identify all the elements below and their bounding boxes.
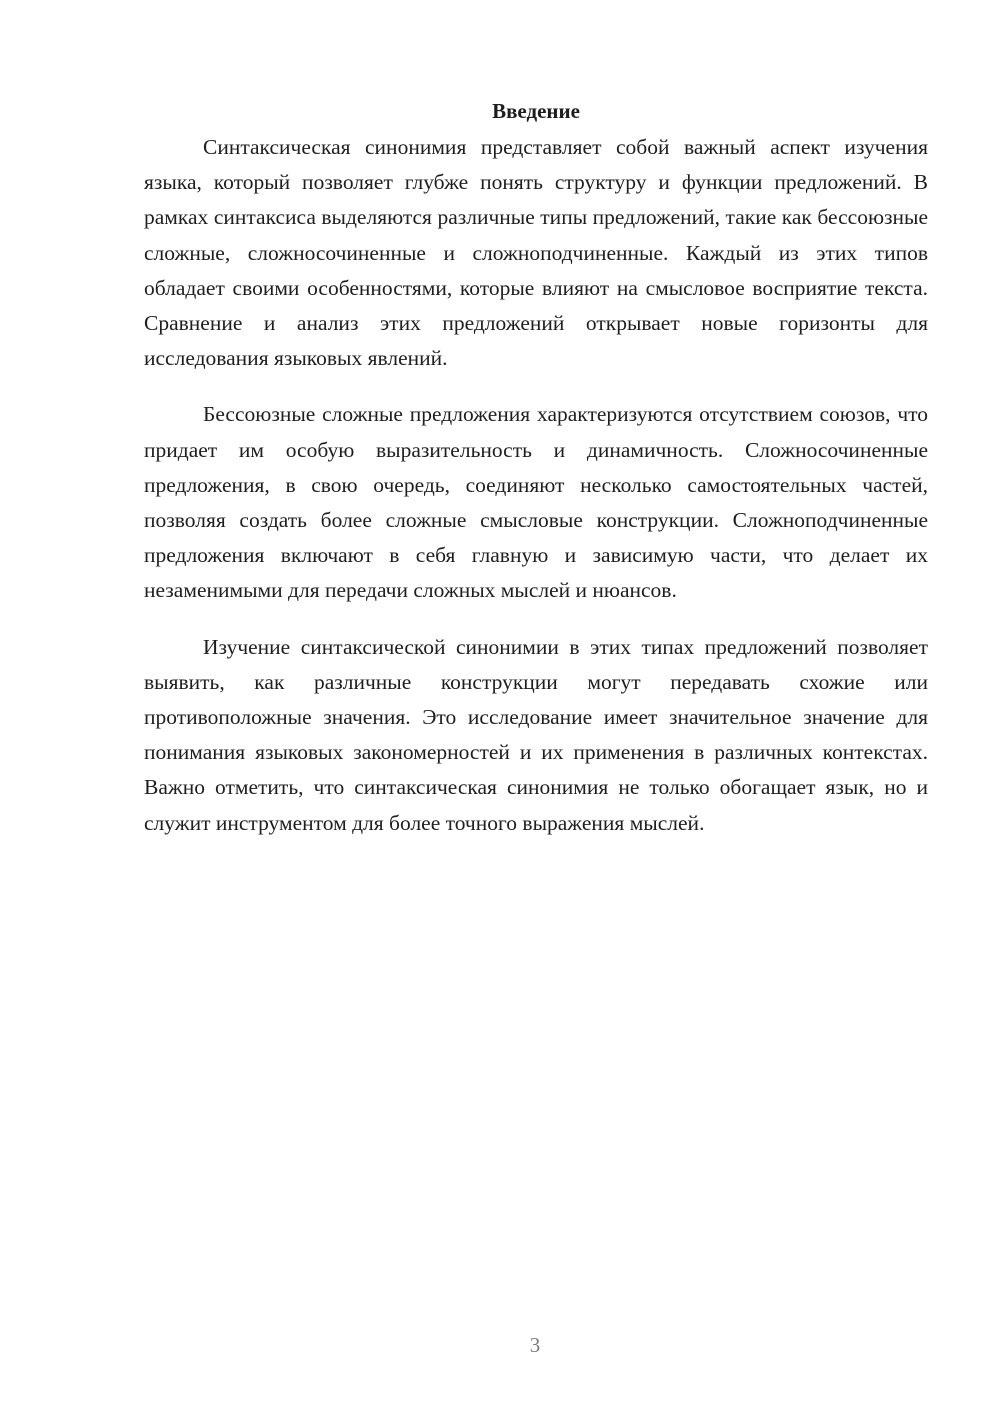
section-heading: Введение bbox=[492, 99, 580, 123]
paragraph-3: Изучение синтаксической синонимии в этих типах предложений позволяет выявить, как различные конструкции могут передавать схожие или противоположные значения. Это исследование имеет значительное значение для понимания языковых закономерностей и их применения в различных контекстах. Важно отметить, что синтаксическая синонимия не только обогащает язык, но и служит инструментом для более точного выражения мыслей. bbox=[144, 634, 928, 835]
page-number: 3 bbox=[529, 1333, 541, 1357]
paragraph-1: Синтаксическая синонимия представляет собой важный аспект изучения языка, который позволяет глубже понять структуру и функции предложений. В рамках синтаксиса выделяются различные типы предложений, такие как бессоюзные сложные, сложносочиненные и сложноподчиненные. Каждый из этих типов обладает своими особенностями, которые влияют на смысловое восприятие текста. Сравнение и анализ этих предложений открывает новые горизонты для исследования языковых явлений. bbox=[144, 135, 928, 371]
paragraph-2: Бессоюзные сложные предложения характеризуются отсутствием союзов, что придает им особую выразительность и динамичность. Сложносочиненные предложения, в свою очередь, соединяют несколько самостоятельных частей, позволяя создать более сложные смысловые конструкции. Сложноподчиненные предложения включают в себя главную и зависимую части, что делает их незаменимыми для передачи сложных мыслей и нюансов. bbox=[144, 402, 928, 603]
document-body bbox=[144, 96, 928, 841]
